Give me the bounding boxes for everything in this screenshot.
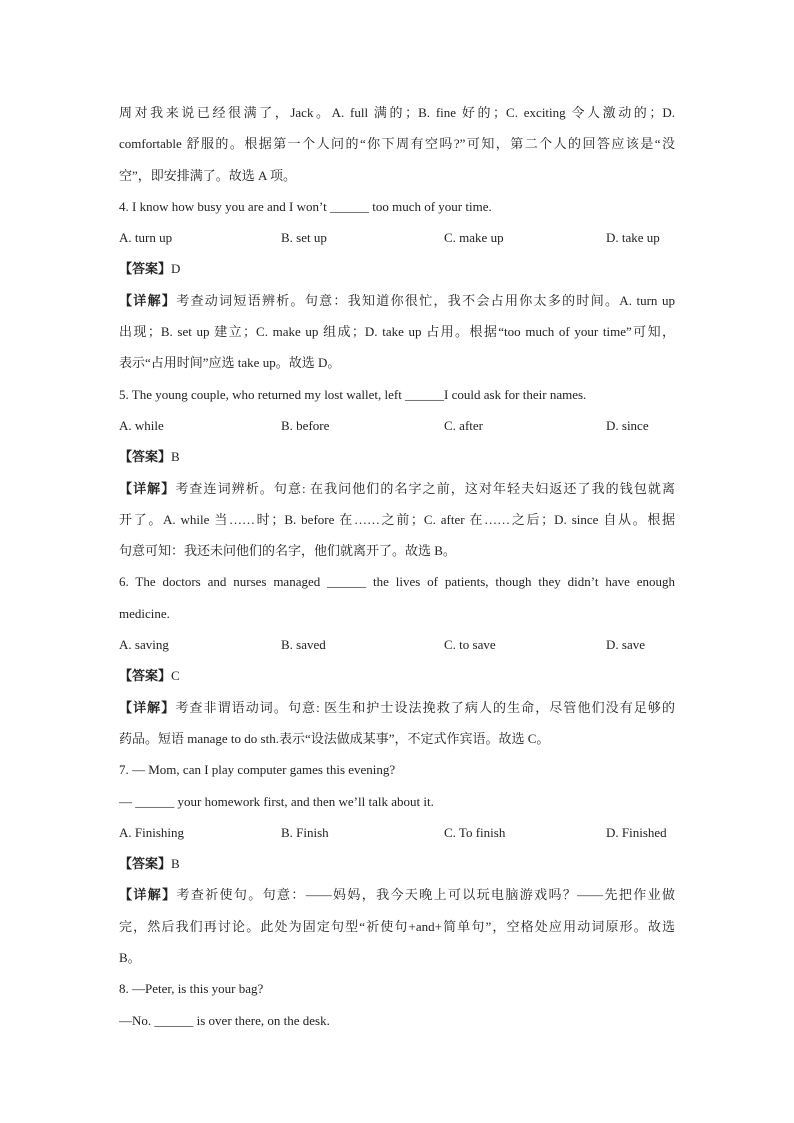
text-line: 周对我来说已经很满了，Jack。A. full 满的；B. fine 好的；C. exciting 令人激动的；D.	[119, 105, 675, 120]
answer-line	[119, 441, 675, 472]
option-b: B. Finish	[281, 824, 329, 840]
question-8	[119, 973, 675, 1036]
option-a: A. turn up	[119, 230, 173, 246]
detail-line: B。	[119, 950, 141, 966]
detail-line: 药品。短语 manage to do sth.表示“设法做成某事”，不定式作宾语。故选 C。	[119, 730, 550, 746]
detail-line	[119, 473, 675, 504]
answer-value: B	[171, 856, 180, 872]
detail-line: 完，然后我们再讨论。此处为固定句型“祈使句+and+简单句”，空格处应用动词原形。故选	[119, 918, 675, 934]
option-c: C. To finish	[444, 824, 506, 840]
question-6	[119, 566, 675, 754]
text-line: comfortable 舒服的。根据第一个人问的“你下周有空吗?”可知，第二个人的回答应该是“没	[119, 136, 675, 152]
detail-line: 表示“占用时间”应选 take up。故选 D。	[119, 355, 341, 371]
options-row	[119, 817, 675, 848]
option-b: B. saved	[281, 637, 326, 653]
option-a: A. Finishing	[119, 824, 185, 840]
question-stem: 4. I know how busy you are and I won’t ______ too much of your time.	[119, 198, 492, 214]
detail-text: 考查祈使句。句意：——妈妈，我今天晚上可以玩电脑游戏吗？——先把作业做	[176, 887, 675, 903]
question-stem: 7. — Mom, can I play computer games this evening?	[119, 762, 396, 778]
page-content	[119, 97, 675, 1036]
question-stem: 8. —Peter, is this your bag?	[119, 981, 264, 997]
answer-tag: 【答案】	[119, 261, 172, 277]
answer-value: C	[171, 668, 180, 684]
detail-line	[119, 879, 675, 910]
detail-tag: 【详解】	[119, 887, 177, 903]
detail-text: 考查非谓语动词。句意: 医生和护士设法挽救了病人的生命，尽管他们没有足够的	[175, 699, 675, 715]
option-a: A. while	[119, 417, 164, 433]
detail-line	[119, 285, 675, 316]
question-7	[119, 754, 675, 973]
option-c: C. after	[444, 417, 483, 433]
options-row	[119, 222, 675, 253]
option-d: D. take up	[606, 230, 660, 246]
question-5	[119, 379, 675, 567]
options-row	[119, 629, 675, 660]
option-d: D. since	[606, 417, 649, 433]
option-b: B. set up	[281, 230, 327, 246]
answer-line	[119, 253, 675, 284]
question-stem: — ______ your homework first, and then we’ll talk about it.	[119, 793, 434, 809]
detail-tag: 【详解】	[119, 480, 176, 496]
answer-tag: 【答案】	[119, 449, 172, 465]
option-d: D. save	[606, 637, 645, 653]
question-4	[119, 191, 675, 379]
detail-line	[119, 692, 675, 723]
detail-line: 句意可知：我还未问他们的名字，他们就离开了。故选 B。	[119, 543, 456, 559]
text-line: 空”，即安排满了。故选 A 项。	[119, 167, 296, 183]
question-stem: medicine.	[119, 605, 170, 621]
detail-line: 开了。A. while 当……时；B. before 在……之前；C. after 在……之后；D. since 自从。根据	[119, 511, 675, 527]
answer-tag: 【答案】	[119, 856, 172, 872]
answer-value: D	[171, 261, 181, 277]
option-b: B. before	[281, 417, 330, 433]
detail-tag: 【详解】	[119, 699, 176, 715]
answer-tag: 【答案】	[119, 668, 172, 684]
option-d: D. Finished	[606, 824, 667, 840]
question-stem: 5. The young couple, who returned my lost wallet, left ______I could ask for their names.	[119, 386, 587, 402]
detail-tag: 【详解】	[119, 292, 177, 308]
detail-text: 考查连词辨析。句意: 在我问他们的名字之前，这对年轻夫妇返还了我的钱包就离	[175, 480, 675, 496]
options-row	[119, 410, 675, 441]
detail-line: 出现；B. set up 建立；C. make up 组成；D. take up 占用。根据“too much of your time”可知，	[119, 324, 675, 340]
answer-line	[119, 660, 675, 691]
answer-value: B	[171, 449, 180, 465]
answer-line	[119, 848, 675, 879]
previous-explanation	[119, 97, 675, 191]
detail-text: 考查动词短语辨析。句意：我知道你很忙，我不会占用你太多的时间。A. turn up	[176, 292, 675, 308]
option-c: C. make up	[444, 230, 504, 246]
question-stem: 6. The doctors and nurses managed ______ the lives of patients, though they didn’t have enough	[119, 574, 675, 590]
option-c: C. to save	[444, 637, 496, 653]
question-stem: —No. ______ is over there, on the desk.	[119, 1012, 330, 1028]
option-a: A. saving	[119, 637, 169, 653]
